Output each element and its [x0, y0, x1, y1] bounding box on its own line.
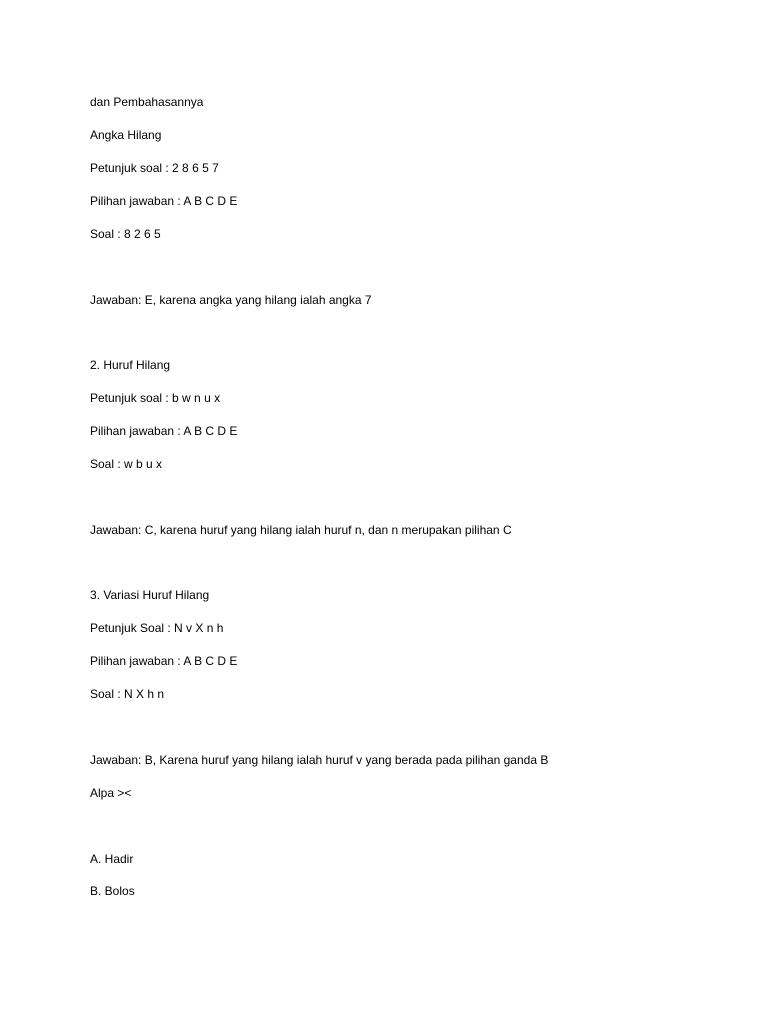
subtitle-line: dan Pembahasannya — [90, 95, 204, 109]
answer-choices-line: Pilihan jawaban : A B C D E — [90, 654, 238, 668]
question-line: Soal : w b u x — [90, 457, 163, 471]
section-heading: Angka Hilang — [90, 128, 162, 142]
question-line: Soal : N X h n — [90, 687, 165, 701]
answer-line: Jawaban: C, karena huruf yang hilang ialah huruf n, dan n merupakan pilihan C — [90, 523, 512, 537]
instruction-line: Petunjuk Soal : N v X n h — [90, 621, 224, 635]
section-heading: 3. Variasi Huruf Hilang — [90, 588, 210, 602]
option-line: A. Hadir — [90, 852, 134, 866]
answer-choices-line: Pilihan jawaban : A B C D E — [90, 194, 238, 208]
option-line: B. Bolos — [90, 884, 135, 898]
answer-line: Jawaban: B, Karena huruf yang hilang ialah huruf v yang berada pada pilihan ganda B — [90, 753, 549, 767]
instruction-line: Petunjuk soal : 2 8 6 5 7 — [90, 161, 219, 175]
question-line: Alpa >< — [90, 786, 132, 800]
instruction-line: Petunjuk soal : b w n u x — [90, 391, 221, 405]
answer-choices-line: Pilihan jawaban : A B C D E — [90, 424, 238, 438]
answer-line: Jawaban: E, karena angka yang hilang ialah angka 7 — [90, 293, 372, 307]
section-heading: 2. Huruf Hilang — [90, 358, 171, 372]
question-line: Soal : 8 2 6 5 — [90, 227, 161, 241]
